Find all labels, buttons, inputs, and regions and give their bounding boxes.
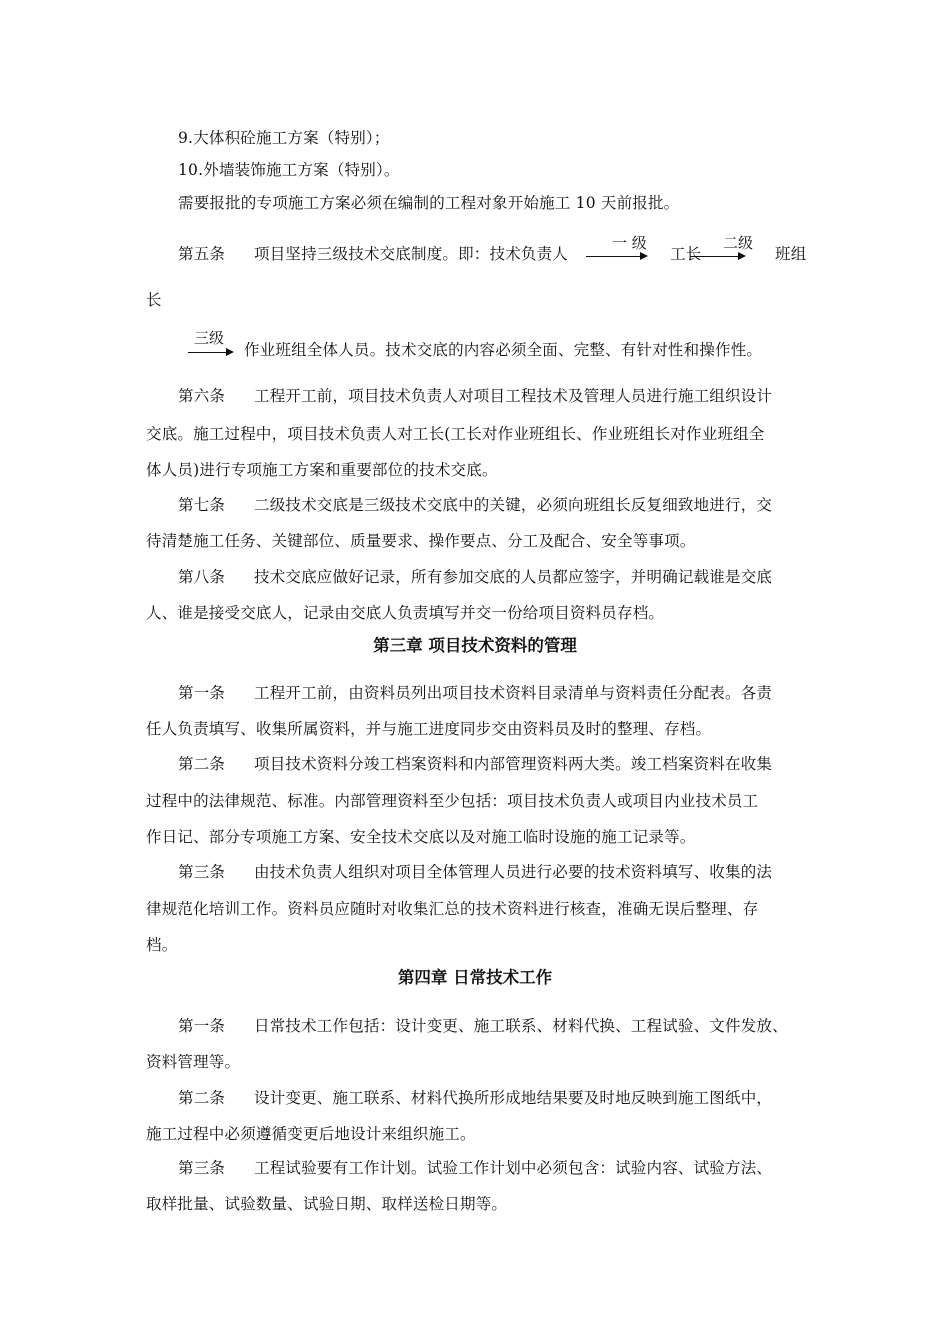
ch4-article-1-label: 第一条 [178,1017,226,1035]
article-6-label: 第六条 [178,387,226,405]
article-5-label: 第五条 [178,245,226,263]
ch3-article-1-line-1: 工程开工前，由资料员列出项目技术资料目录清单与资料责任分配表。各责 [254,684,773,702]
arrow-2-label: 二级 [723,234,754,252]
ch4-article-3-label: 第三条 [178,1159,226,1177]
ch3-article-1-label: 第一条 [178,684,226,702]
article-7-line-1: 二级技术交底是三级技术交底中的关键，必须向班组长反复细致地进行，交 [254,496,773,514]
ch3-article-3-line-3: 档。 [146,936,178,954]
ch4-article-2-label: 第二条 [178,1089,226,1107]
chapter-3-title: 第三章 项目技术资料的管理 [373,636,577,655]
ch3-article-3-line-2: 律规范化培训工作。资料员应随时对收集汇总的技术资料进行核查，准确无误后整理、存 [146,900,759,918]
ch4-article-3-line-2: 取样批量、试验数量、试验日期、取样送检日期等。 [146,1195,508,1213]
list-item-10: 10.外墙装饰施工方案（特别）。 [178,161,400,179]
ch4-article-2-line-2: 施工过程中必须遵循变更后地设计来组织施工。 [146,1125,476,1143]
arrow-3-icon [188,352,232,353]
ch4-article-1-line-1: 日常技术工作包括：设计变更、施工联系、材料代换、工程试验、文件发放、 [254,1017,788,1035]
article-8-line-2: 人、谁是接受交底人，记录由交底人负责填写并交一份给项目资料员存档。 [146,604,665,622]
ch3-article-2-label: 第二条 [178,755,226,773]
ch4-article-1-line-2: 资料管理等。 [146,1053,241,1071]
ch3-article-3-label: 第三条 [178,863,226,881]
article-6-line-1: 工程开工前，项目技术负责人对项目工程技术及管理人员进行施工组织设计 [254,387,773,405]
article-5-end: 班组 [775,245,807,263]
arrow-1-label: 一 级 [612,234,647,252]
article-5-mid: 工长 [670,245,702,263]
ch3-article-2-line-2: 过程中的法律规范、标准。内部管理资料至少包括：项目技术负责人或项目内业技术员工 [146,792,759,810]
arrow-1-icon [586,256,646,257]
article-8-line-1: 技术交底应做好记录，所有参加交底的人员都应签字，并明确记载谁是交底 [254,568,773,586]
ch3-article-3-line-1: 由技术负责人组织对项目全体管理人员进行必要的技术资料填写、收集的法 [254,863,773,881]
article-7-label: 第七条 [178,496,226,514]
arrow-3-label: 三级 [194,329,225,347]
article-7-line-2: 待清楚施工任务、关键部位、质量要求、操作要点、分工及配合、安全等事项。 [146,532,696,550]
article-5-text: 项目坚持三级技术交底制度。即：技术负责人 [254,245,569,263]
chapter-4-title: 第四章 日常技术工作 [397,968,553,987]
arrow-2-icon [690,256,744,257]
ch3-article-2-line-1: 项目技术资料分竣工档案资料和内部管理资料两大类。竣工档案资料在收集 [254,755,773,773]
approval-note: 需要报批的专项施工方案必须在编制的工程对象开始施工 10 天前报批。 [178,194,680,212]
ch3-article-2-line-3: 作日记、部分专项施工方案、安全技术交底以及对施工临时设施的施工记录等。 [146,828,696,846]
ch3-article-1-line-2: 任人负责填写、收集所属资料，并与施工进度同步交由资料员及时的整理、存档。 [146,720,712,738]
ch4-article-2-line-1: 设计变更、施工联系、材料代换所形成地结果要及时地反映到施工图纸中， [254,1089,773,1107]
article-5-wrap: 长 [146,291,162,309]
article-5-tail: 作业班组全体人员。技术交底的内容必须全面、完整、有针对性和操作性。 [244,341,763,359]
ch4-article-3-line-1: 工程试验要有工作计划。试验工作计划中必须包含：试验内容、试验方法、 [254,1159,773,1177]
article-6-line-3: 体人员)进行专项施工方案和重要部位的技术交底。 [146,461,498,479]
article-8-label: 第八条 [178,568,226,586]
article-6-line-2: 交底。施工过程中，项目技术负责人对工长(工长对作业班组长、作业班组长对作业班组全 [146,425,765,443]
list-item-9: 9.大体积砼施工方案（特别）； [178,129,390,147]
